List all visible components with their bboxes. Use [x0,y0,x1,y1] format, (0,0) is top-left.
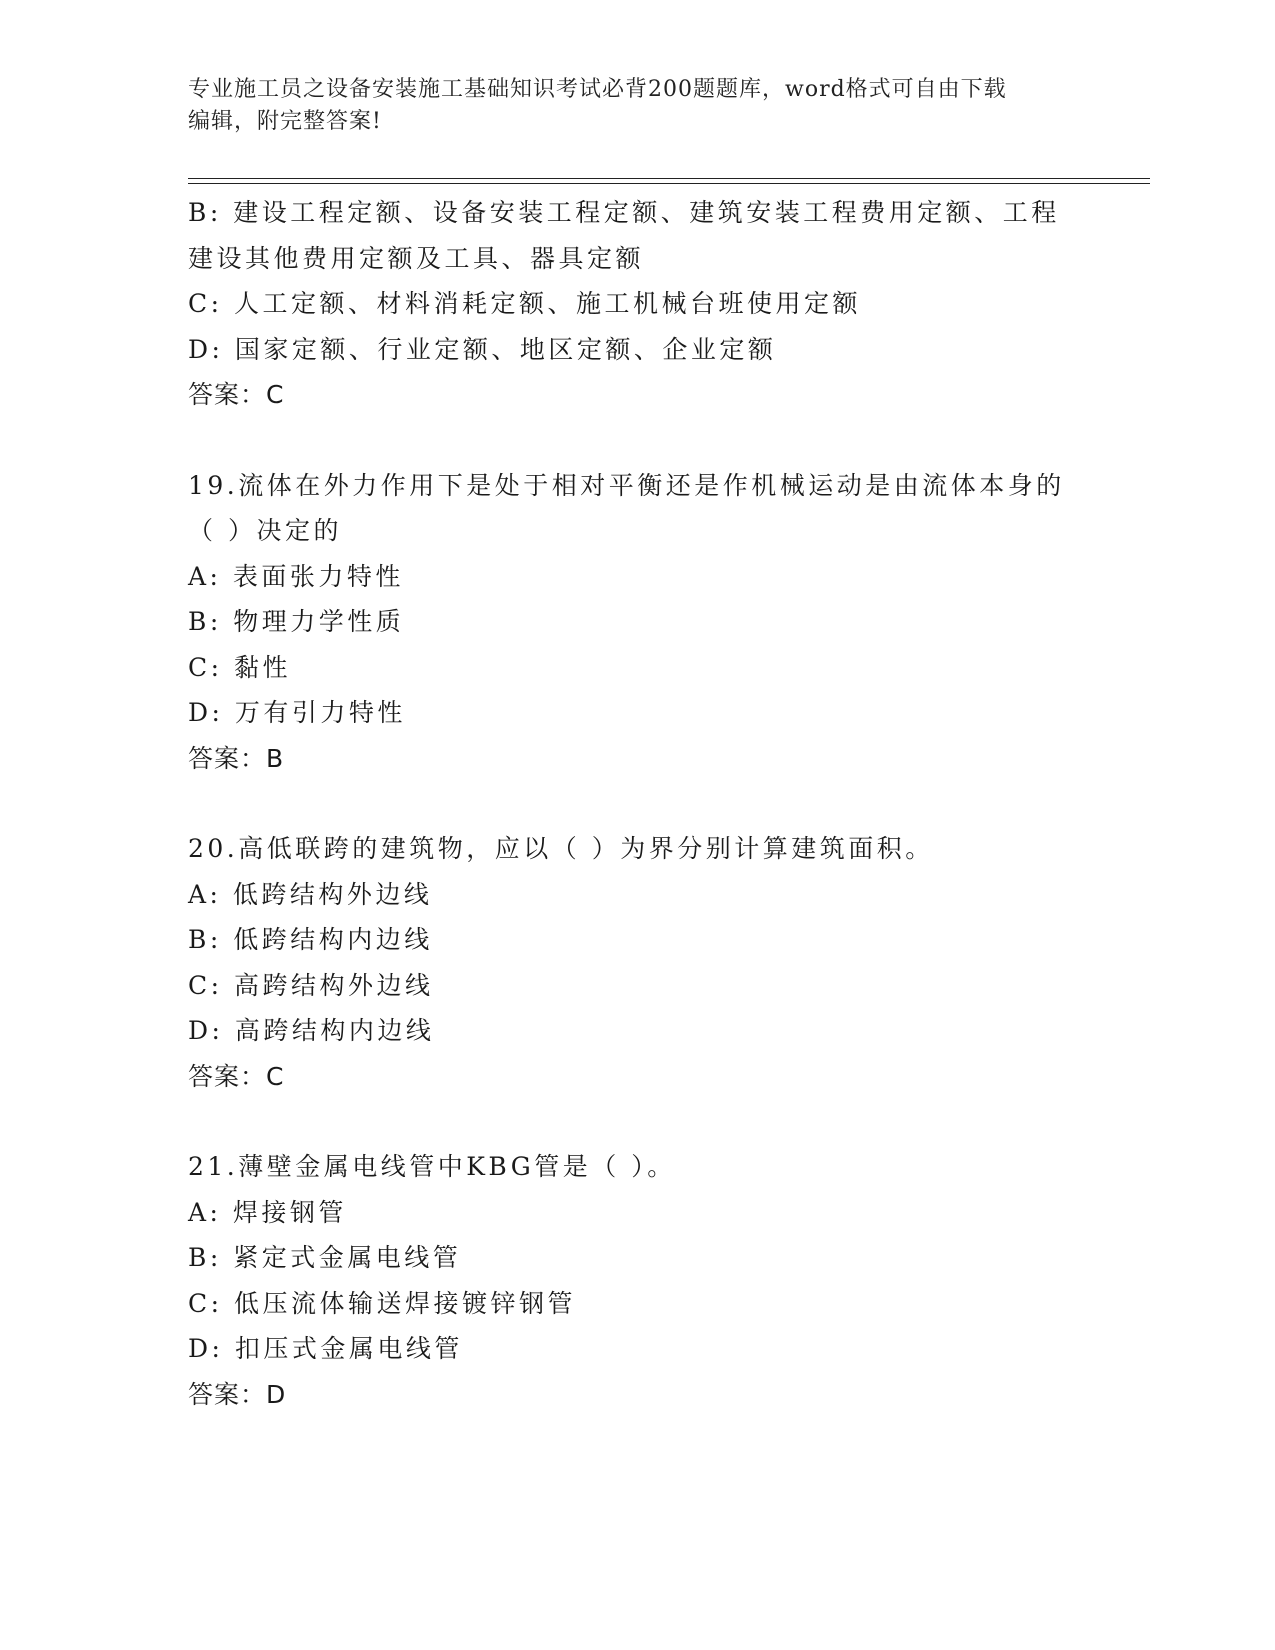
question-19 [188,463,1088,782]
header-line-2: 编辑，附完整答案! [188,109,382,134]
question-18 [188,190,1088,418]
question-stem: 21.薄壁金属电线管中KBG管是（ ）。 [188,1152,676,1181]
option-a: A: 低跨结构外边线 [188,879,433,909]
option-d: D: 高跨结构内边线 [188,1016,435,1045]
option-c: C: 人工定额、材料消耗定额、施工机械台班使用定额 [188,289,862,318]
spacer [188,781,1088,826]
answer-value: C [266,1061,285,1091]
answer [188,372,1088,418]
answer-label: 答案： [188,1061,267,1091]
option-b-continued: 建设其他费用定额及工具、器具定额 [188,243,645,273]
question-stem: 19.流体在外力作用下是处于相对平衡还是作机械运动是由流体本身的 [188,470,1065,500]
answer-value: B [266,743,285,773]
spacer [188,1099,1088,1144]
answer-label: 答案： [188,1379,267,1409]
option-a: A: 焊接钢管 [188,1197,347,1227]
answer [188,736,1088,782]
answer-label: 答案： [188,743,267,773]
option-a: A: 表面张力特性 [188,561,404,591]
answer-value: C [266,380,285,409]
header-rule-top [188,178,1150,179]
header-line-1: 专业施工员之设备安装施工基础知识考试必背200题题库，word格式可自由下载 [188,77,1007,102]
option-d: D: 国家定额、行业定额、地区定额、企业定额 [188,334,777,364]
option-c: C: 黏性 [188,652,291,682]
header-rule-bottom [188,183,1150,184]
question-stem-continued: （ ）决定的 [188,516,342,545]
answer-value: D [266,1379,287,1409]
option-b: B: 物理力学性质 [188,607,405,636]
question-20 [188,826,1088,1099]
option-b: B: 紧定式金属电线管 [188,1243,462,1272]
question-21 [188,1144,1088,1417]
answer [188,1054,1088,1100]
option-b: B: 低跨结构内边线 [188,925,433,954]
question-list [188,190,1088,1417]
answer [188,1372,1088,1418]
question-stem: 20.高低联跨的建筑物，应以（ ）为界分别计算建筑面积。 [188,834,934,863]
option-d: D: 扣压式金属电线管 [188,1334,463,1363]
option-d: D: 万有引力特性 [188,698,406,727]
option-b: B: 建设工程定额、设备安装工程定额、建筑安装工程费用定额、工程 [188,198,1060,227]
page-header [188,74,1068,138]
spacer [188,418,1088,463]
option-c: C: 高跨结构外边线 [188,970,434,1000]
answer-label: 答案： [188,380,267,409]
option-c: C: 低压流体输送焊接镀锌钢管 [188,1288,576,1318]
